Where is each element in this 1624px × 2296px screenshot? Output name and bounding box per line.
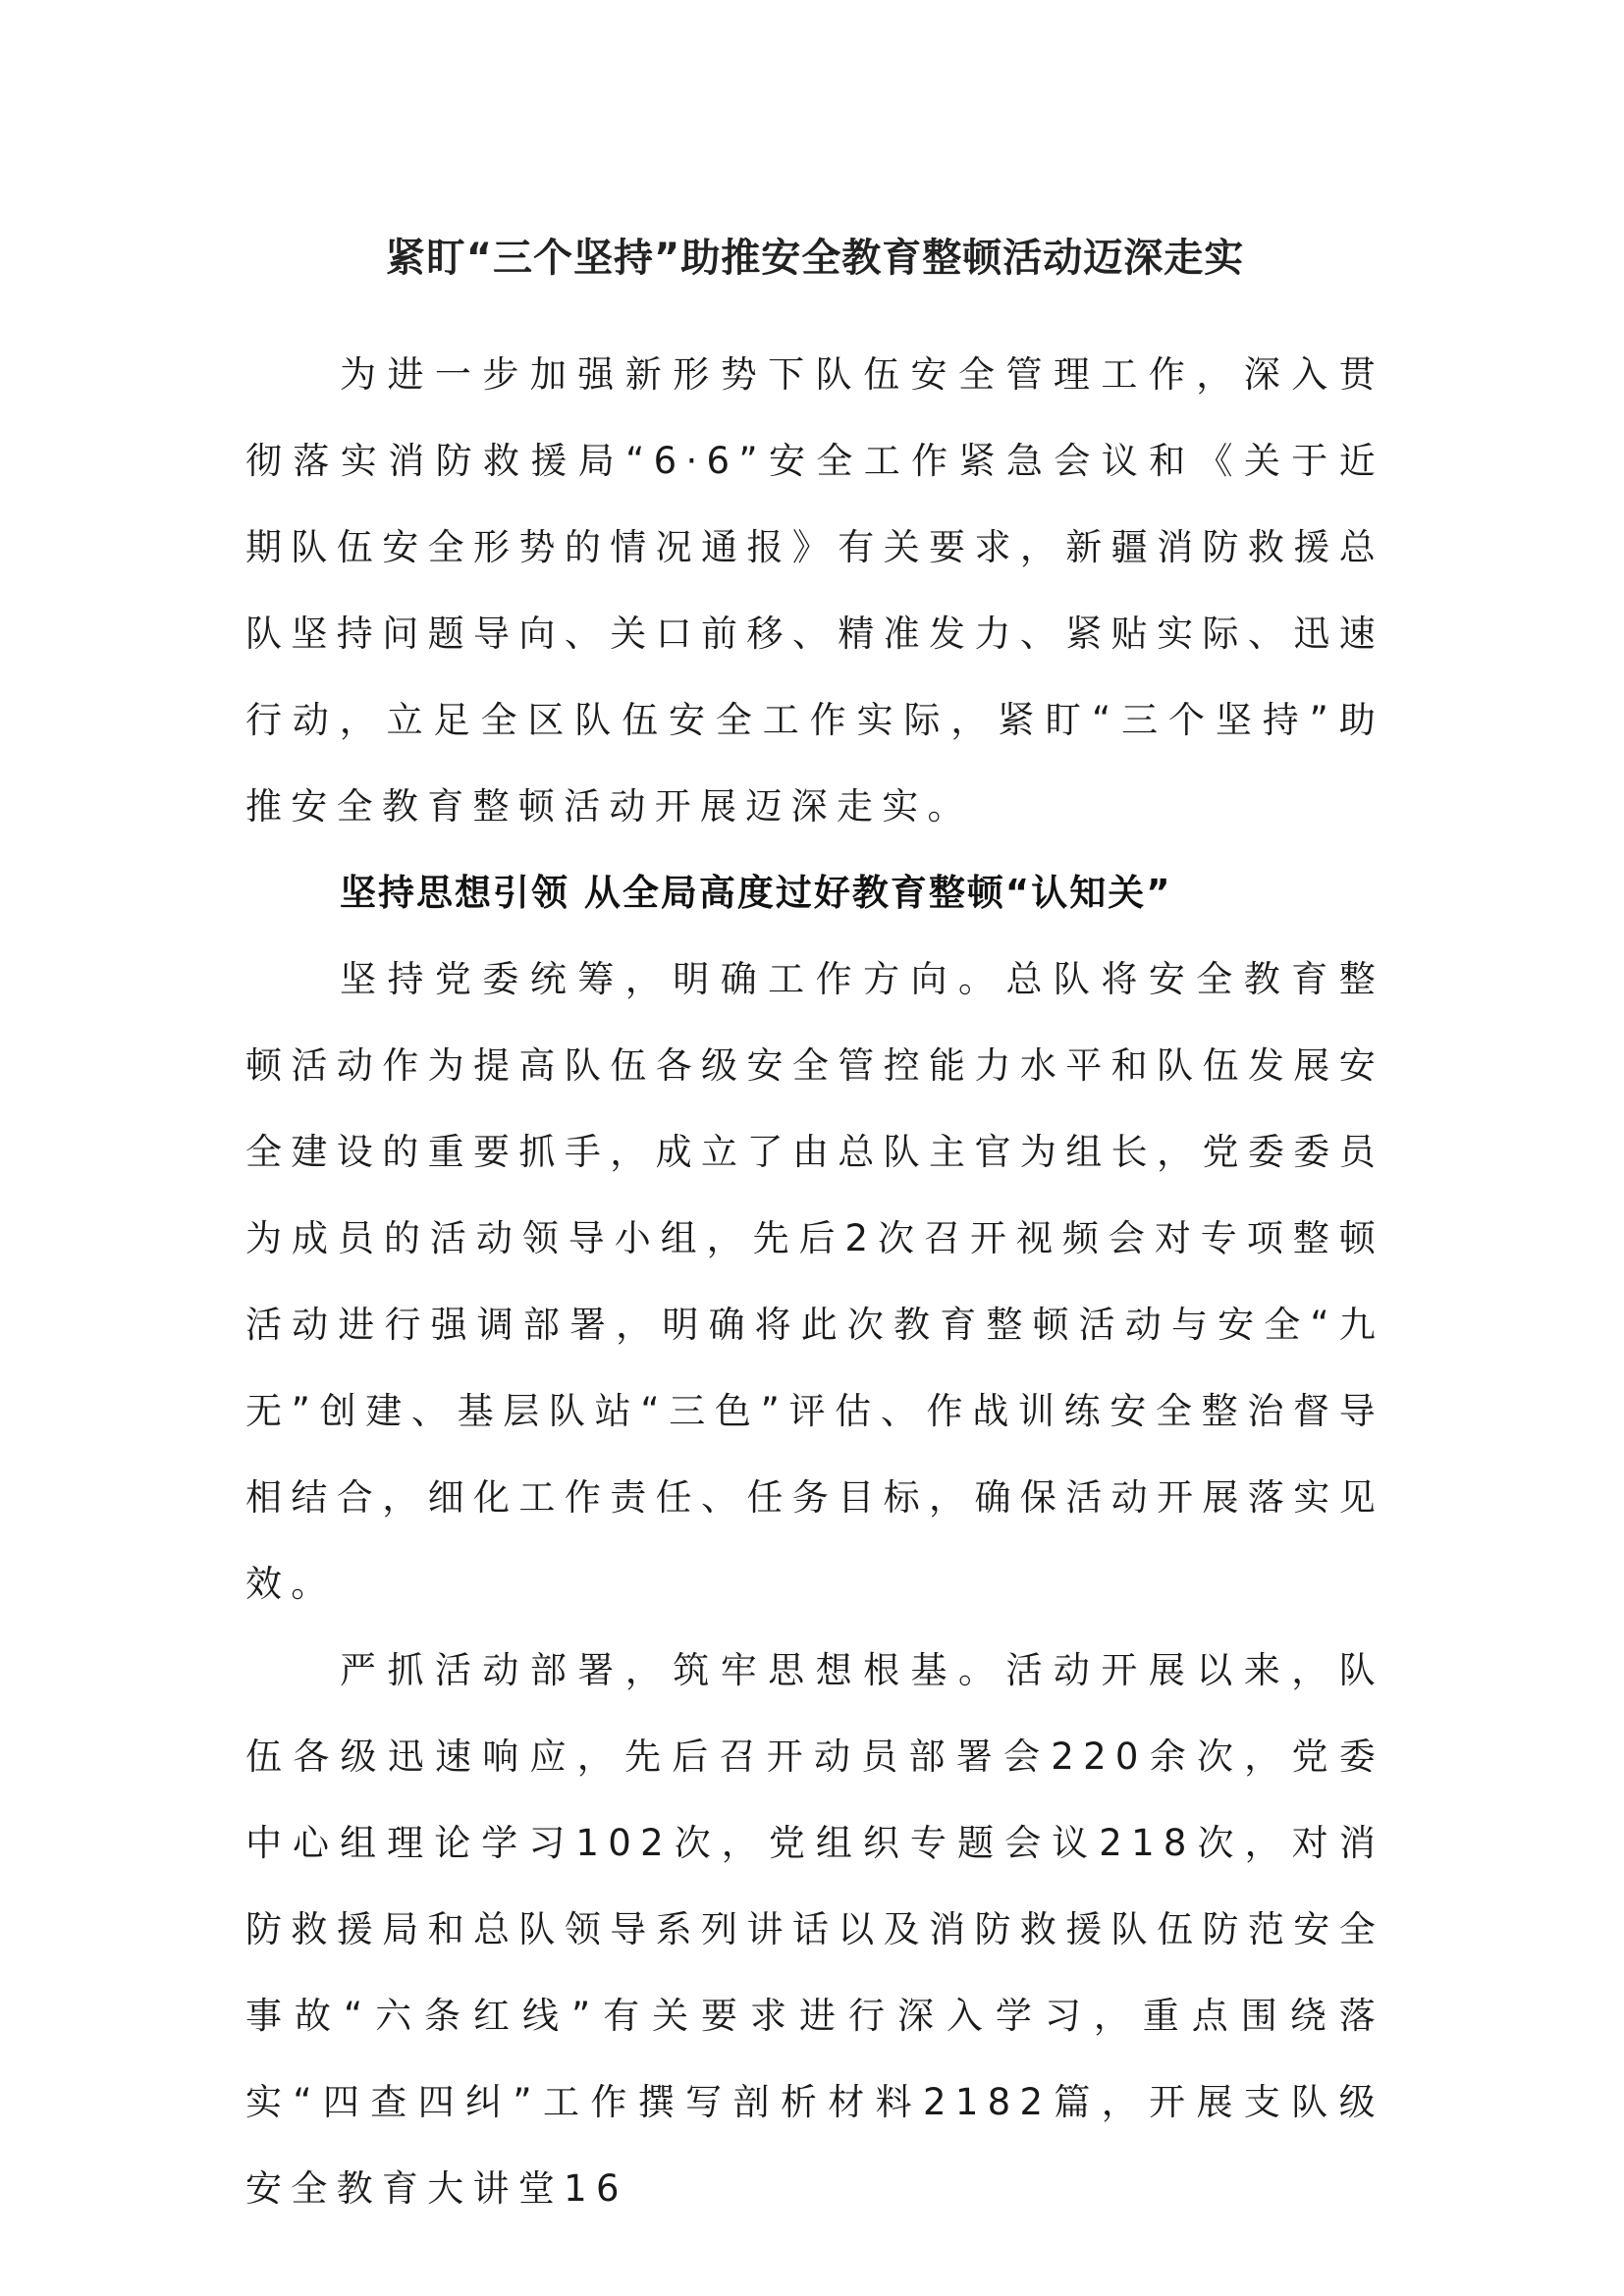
section-paragraph: 坚持党委统筹，明确工作方向。总队将安全教育整顿活动作为提高队伍各级安全管控能力水平和队伍发展安全建设的重要抓手，成立了由总队主官为组长，党委委员为成员的活动领导小组，先后2次召开视频会对专项整顿活动进行强调部署，明确将此次教育整顿活动与安全“九无”创建、基层队站“三色”评估、作战训练安全整治督导相结合，细化工作责任、任务目标，确保活动开展落实见效。 <box>245 958 1384 1605</box>
document-page <box>245 224 1384 2232</box>
document-title: 紧盯“三个坚持”助推安全教育整顿活动迈深走实 <box>385 236 1245 281</box>
section-paragraph: 严抓活动部署，筑牢思想根基。活动开展以来，队伍各级迅速响应，先后召开动员部署会220余次，党委中心组理论学习102次，党组织专题会议218次，对消防救援局和总队领导系列讲话以及消防救援队伍防范安全事故“六条红线”有关要求进行深入学习，重点围绕落实“四查四纠”工作撰写剖析材料2182篇，开展支队级安全教育大讲堂16 <box>245 1649 1384 2210</box>
intro-paragraph: 为进一步加强新形势下队伍安全管理工作，深入贯彻落实消防救援局“6·6”安全工作紧急会议和《关于近期队伍安全形势的情况通报》有关要求，新疆消防救援总队坚持问题导向、关口前移、精准发力、紧贴实际、迅速行动，立足全区队伍安全工作实际，紧盯“三个坚持”助推安全教育整顿活动开展迈深走实。 <box>245 353 1384 828</box>
section-heading: 坚持思想引领 从全局高度过好教育整顿“认知关” <box>340 872 1172 914</box>
